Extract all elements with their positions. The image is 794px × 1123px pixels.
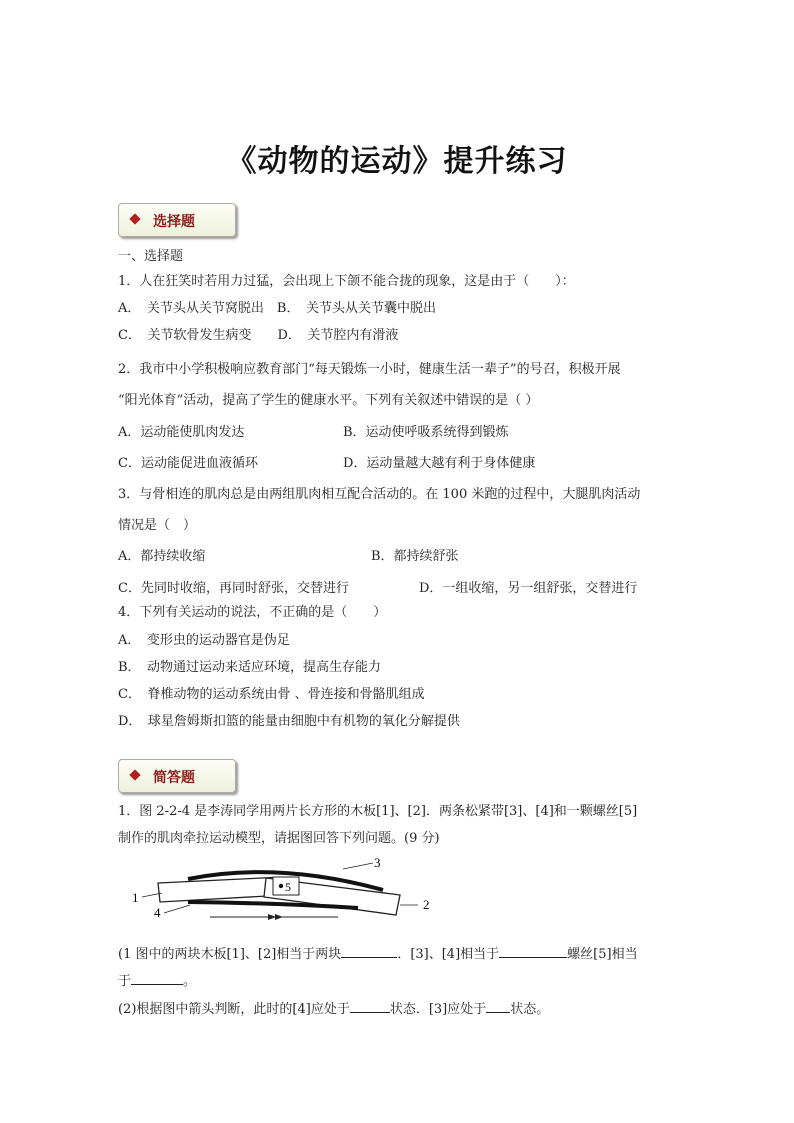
page-title: 《动物的运动》提升练习 xyxy=(226,144,568,179)
option-b: B．都持续舒张 xyxy=(371,549,459,564)
figure-label-5: 5 xyxy=(285,880,291,894)
question-stem: 3．与骨相连的肌肉总是由两组肌肉相互配合活动的。在 100 米跑的过程中，大腿肌肉活动 xyxy=(118,487,641,502)
sub-question-2 xyxy=(118,999,549,1019)
sub-question-1 xyxy=(118,944,638,964)
section-tab-choice xyxy=(118,203,236,237)
question-stem: 4．下列有关运动的说法，不正确的是（ ） xyxy=(118,605,387,620)
sub-question-1-cont xyxy=(118,971,196,991)
answer-blank[interactable] xyxy=(341,944,397,958)
question-stem: 2．我市中小学积极响应教育部门“每天锻炼一小时，健康生活一辈子”的号召，积极开展 xyxy=(118,362,621,377)
sub-question-text: 螺丝[5]相当 xyxy=(567,947,638,962)
question-stem: “阳光体育”活动，提高了学生的健康水平。下列有关叙述中错误的是（ ） xyxy=(118,393,539,408)
muscle-model-figure xyxy=(128,855,438,925)
section-label: 选择题 xyxy=(153,214,195,230)
question-stem: 情况是（ ） xyxy=(118,518,197,533)
option-d: D．运动量越大越有利于身体健康 xyxy=(343,456,536,471)
sub-question-text: 于 xyxy=(118,974,132,989)
arrow-head-icon xyxy=(275,914,283,920)
options-line: C． 关节软骨发生病变 D． 关节腔内有滑液 xyxy=(118,328,399,343)
option-d: D． 球星詹姆斯扣篮的能量由细胞中有机物的氧化分解提供 xyxy=(118,714,460,729)
figure-label-4: 4 xyxy=(154,905,161,920)
option-a: A．运动能使肌肉发达 xyxy=(118,425,245,440)
question-stem: 1．人在狂笑时若用力过猛，会出现上下颌不能合拢的现象，这是由于（ ）： xyxy=(118,274,575,289)
sub-question-text: 状态．[3]应处于 xyxy=(389,1002,487,1017)
leader-line-4 xyxy=(164,905,190,913)
sub-question-text: (1 图中的两块木板[1]、[2]相当于两块 xyxy=(118,947,342,962)
section-tab-short-answer xyxy=(118,759,236,793)
sub-question-text: 。 xyxy=(183,974,197,989)
options-line: A． 关节头从关节窝脱出 B． 关节头从关节囊中脱出 xyxy=(118,301,436,316)
leader-line-3 xyxy=(343,863,373,869)
diamond-bullet-icon xyxy=(129,213,140,224)
question-stem: 制作的肌肉牵拉运动模型，请据图回答下列问题。(9 分) xyxy=(118,831,440,846)
question-stem: 1．图 2-2-4 是李涛同学用两片长方形的木板[1]、[2]．两条松紧带[3]、[4]和一颗螺丝[5] xyxy=(118,804,638,819)
answer-blank[interactable] xyxy=(499,944,567,958)
figure-label-1: 1 xyxy=(132,890,139,905)
option-b: B．运动使呼吸系统得到锻炼 xyxy=(343,425,509,440)
sub-question-text: (2)根据图中箭头判断，此时的[4]应处于 xyxy=(118,1002,350,1017)
option-c: C．运动能促进血液循环 xyxy=(118,456,258,471)
figure-label-2: 2 xyxy=(423,897,430,912)
arrow-head-icon xyxy=(268,914,276,920)
answer-blank[interactable] xyxy=(486,999,510,1013)
option-c: C．先同时收缩，再同时舒张，交替进行 xyxy=(118,581,349,596)
section-label: 简答题 xyxy=(153,770,195,786)
section-heading: 一、选择题 xyxy=(118,249,184,264)
diamond-bullet-icon xyxy=(129,769,140,780)
option-b: B． 动物通过运动来适应环境，提高生存能力 xyxy=(118,660,382,675)
sub-question-text: 状态。 xyxy=(510,1002,550,1017)
option-d: D．一组收缩，另一组舒张，交替进行 xyxy=(419,581,638,596)
option-a: A．都持续收缩 xyxy=(118,549,206,564)
answer-blank[interactable] xyxy=(350,999,390,1013)
figure-label-3: 3 xyxy=(374,855,381,870)
option-c: C． 脊椎动物的运动系统由骨 、骨连接和骨骼肌组成 xyxy=(118,687,425,702)
answer-blank[interactable] xyxy=(131,971,183,985)
option-a: A． 变形虫的运动器官是伪足 xyxy=(118,633,290,648)
sub-question-text: ．[3]、[4]相当于 xyxy=(397,947,500,962)
screw-5-dot xyxy=(279,884,283,888)
